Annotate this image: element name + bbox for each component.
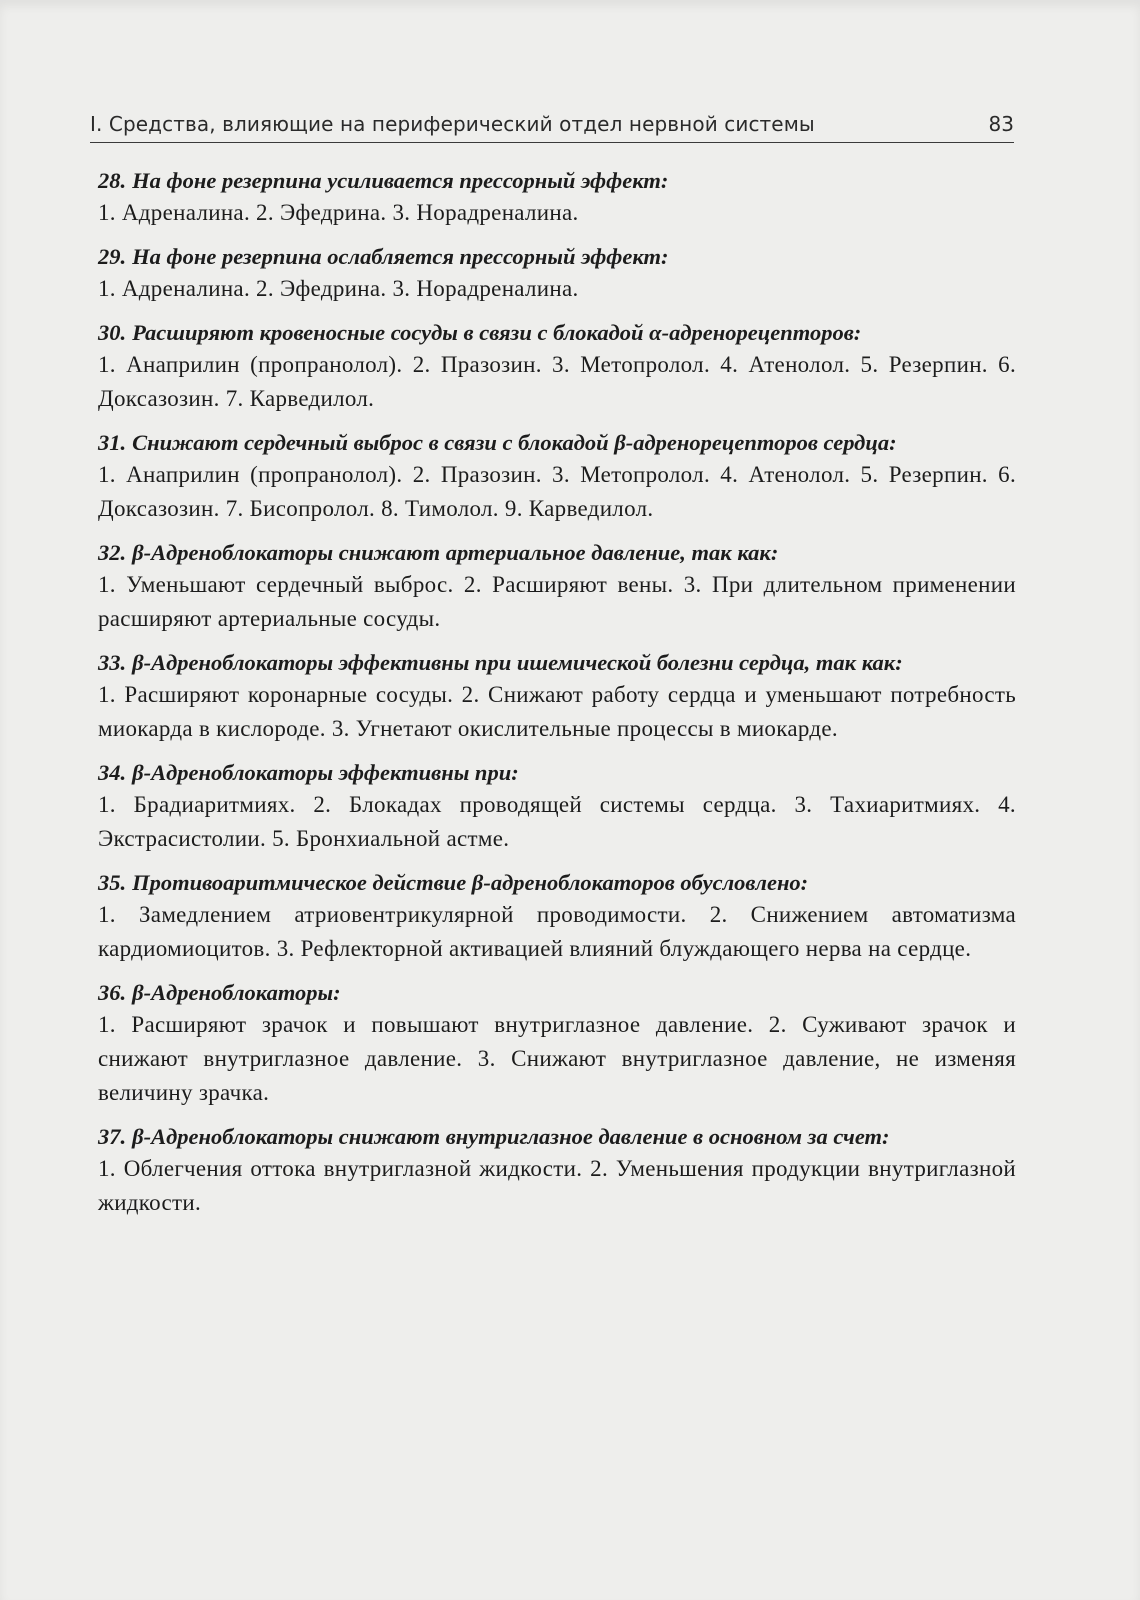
question-text (98, 648, 1016, 678)
question-number: 37. (98, 1124, 127, 1149)
question-text (98, 428, 1016, 458)
question-item (98, 538, 1016, 636)
question-statement: На фоне резерпина ослабляется прессорный эффект: (132, 244, 669, 269)
answer-options: 1. Брадиаритмиях. 2. Блокадах проводящей системы сердца. 3. Тахиаритмиях. 4. Экстрасистолии. 5. Бронхиальной астме. (98, 792, 1016, 851)
question-text (98, 1122, 1016, 1152)
answer-options: 1. Расширяют зрачок и повышают внутриглазное давление. 2. Суживают зрачок и снижают внутриглазное давление. 3. Снижают внутриглазное давление, не изменяя величину зрачка. (98, 1012, 1016, 1105)
question-item (98, 648, 1016, 746)
question-number: 28. (98, 168, 127, 193)
question-statement: β-Адреноблокаторы эффективны при ишемической болезни сердца, так как: (132, 650, 903, 675)
question-item (98, 242, 1016, 306)
question-item (98, 318, 1016, 416)
question-item (98, 868, 1016, 966)
question-text (98, 538, 1016, 568)
question-item (98, 758, 1016, 856)
question-number: 32. (98, 540, 127, 565)
question-statement: Снижают сердечный выброс в связи с блокадой β-адренорецепторов сердца: (132, 430, 897, 455)
answer-options: 1. Уменьшают сердечный выброс. 2. Расширяют вены. 3. При длительном применении расширяют артериальные сосуды. (98, 572, 1016, 631)
answer-options: 1. Облегчения оттока внутриглазной жидкости. 2. Уменьшения продукции внутриглазной жидкости. (98, 1156, 1016, 1215)
answer-options: 1. Адреналина. 2. Эфедрина. 3. Норадреналина. (98, 276, 579, 301)
question-number: 34. (98, 760, 127, 785)
question-text (98, 758, 1016, 788)
question-text (98, 242, 1016, 272)
question-statement: β-Адреноблокаторы эффективны при: (132, 760, 519, 785)
question-text (98, 978, 1016, 1008)
question-item (98, 166, 1016, 230)
question-text (98, 166, 1016, 196)
page-number: 83 (988, 112, 1014, 136)
question-statement: На фоне резерпина усиливается прессорный эффект: (132, 168, 669, 193)
question-text (98, 868, 1016, 898)
answer-options: 1. Адреналина. 2. Эфедрина. 3. Норадреналина. (98, 200, 579, 225)
answer-options: 1. Замедлением атриовентрикулярной проводимости. 2. Снижением автоматизма кардиомиоцитов. 3. Рефлекторной активацией влияний блуждающего нерва на сердце. (98, 902, 1016, 961)
question-number: 31. (98, 430, 127, 455)
question-text (98, 318, 1016, 348)
question-statement: Расширяют кровеносные сосуды в связи с блокадой α-адренорецепторов: (132, 320, 862, 345)
question-item (98, 428, 1016, 526)
question-statement: Противоаритмическое действие β-адреноблокаторов обусловлено: (132, 870, 809, 895)
question-statement: β-Адреноблокаторы: (132, 980, 341, 1005)
question-item (98, 1122, 1016, 1220)
question-item (98, 978, 1016, 1110)
question-statement: β-Адреноблокаторы снижают артериальное давление, так как: (132, 540, 779, 565)
question-statement: β-Адреноблокаторы снижают внутриглазное давление в основном за счет: (132, 1124, 890, 1149)
chapter-title: I. Средства, влияющие на периферический отдел нервной системы (90, 112, 815, 136)
question-number: 29. (98, 244, 127, 269)
question-number: 35. (98, 870, 127, 895)
question-number: 30. (98, 320, 127, 345)
question-list (98, 166, 1016, 1232)
running-header (90, 108, 1014, 143)
answer-options: 1. Расширяют коронарные сосуды. 2. Снижают работу сердца и уменьшают потребность миокарда в кислороде. 3. Угнетают окислительные процессы в миокарде. (98, 682, 1016, 741)
question-number: 33. (98, 650, 127, 675)
question-number: 36. (98, 980, 127, 1005)
answer-options: 1. Анаприлин (пропранолол). 2. Празозин. 3. Метопролол. 4. Атенолол. 5. Резерпин. 6. Доксазозин. 7. Бисопролол. 8. Тимолол. 9. Карведилол. (98, 462, 1016, 521)
answer-options: 1. Анаприлин (пропранолол). 2. Празозин. 3. Метопролол. 4. Атенолол. 5. Резерпин. 6. Доксазозин. 7. Карведилол. (98, 352, 1016, 411)
